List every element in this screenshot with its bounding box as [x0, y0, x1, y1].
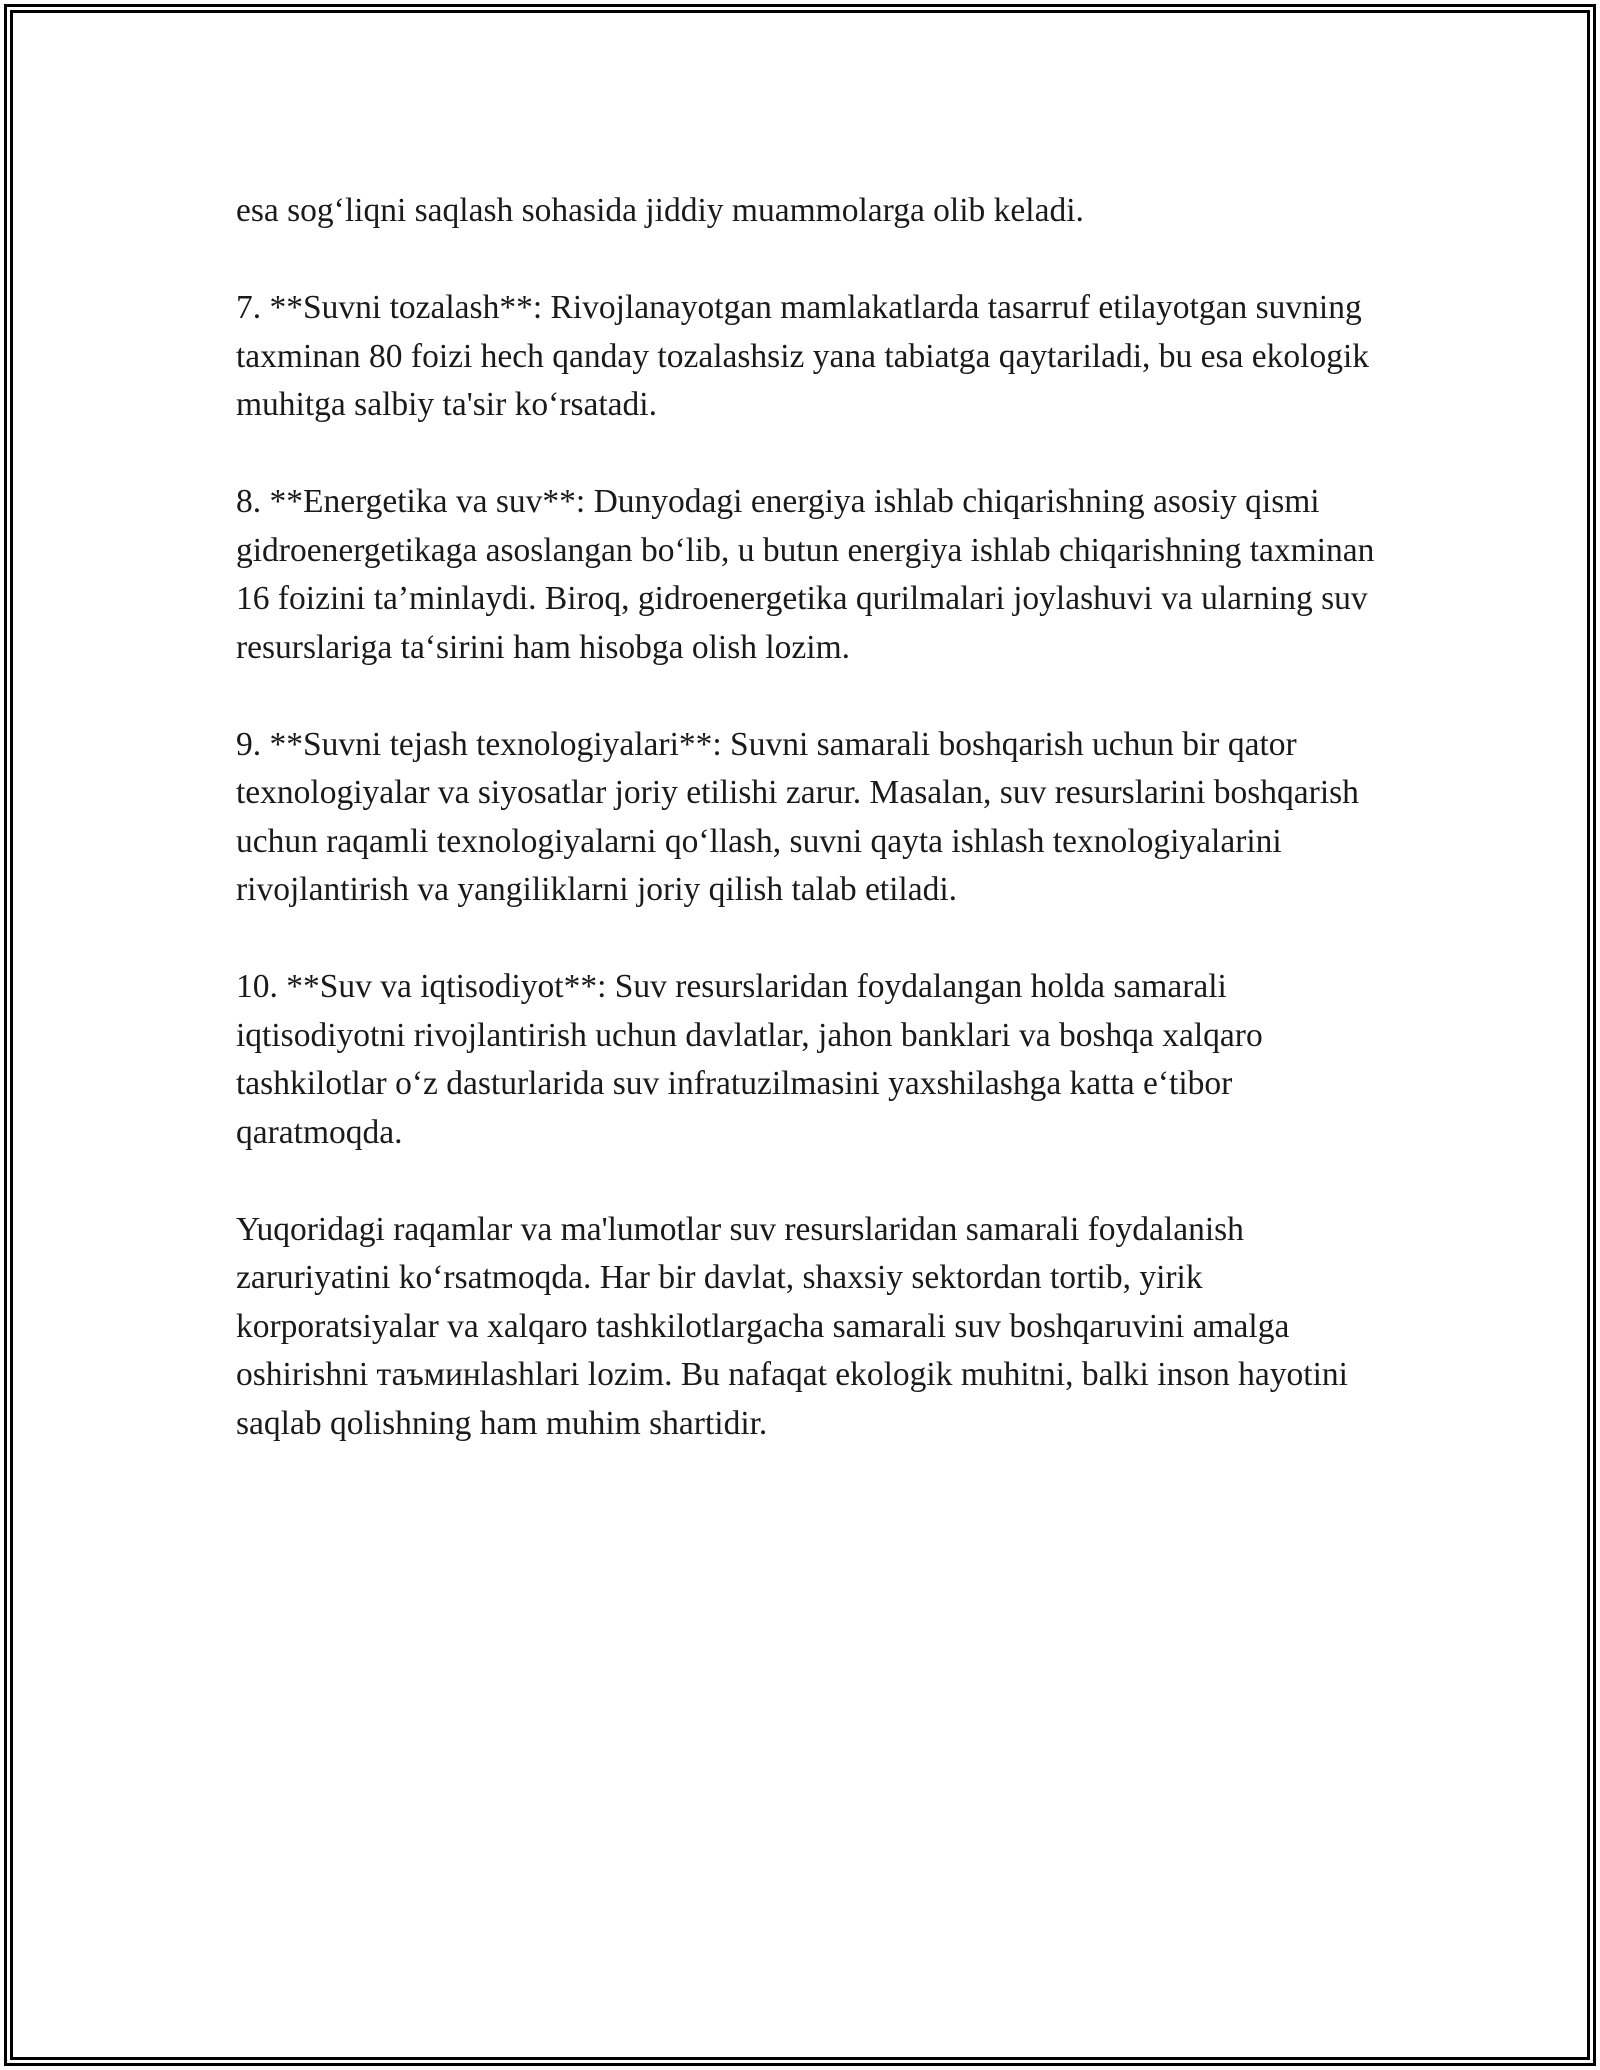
- paragraph-conclusion: Yuqoridagi raqamlar va ma'lumotlar suv resurslaridan samarali foydalanish zaruriyatini ko‘rsatmoqda. Har bir davlat, shaxsiy sektordan tortib, yirik korporatsiyalar va xalqaro tashkilotlargacha samarali suv boshqaruvini amalga oshirishni таъминlashlari lozim. Bu nafaqat ekologik muhitni, balki inson hayotini saqlab qolishning ham muhim shartidir.: [236, 1210, 1348, 1442]
- document-body: [236, 187, 1376, 1497]
- paragraph-continuation: esa sog‘liqni saqlash sohasida jiddiy muammolarga olib keladi.: [236, 192, 1084, 229]
- paragraph-item-7: 7. **Suvni tozalash**: Rivojlanayotgan mamlakatlarda tasarruf etilayotgan suvning taxminan 80 foizi hech qanday tozalashsiz yana tabiatga qaytariladi, bu esa ekologik muhitga salbiy ta'sir ko‘rsatadi.: [236, 289, 1370, 423]
- paragraph-item-9: 9. **Suvni tejash texnologiyalari**: Suvni samarali boshqarish uchun bir qator texnologiyalar va siyosatlar joriy etilishi zarur. Masalan, suv resurslarini boshqarish uchun raqamli texnologiyalarni qo‘llash, suvni qayta ishlash texnologiyalarini rivojlantirish va yangiliklarni joriy qilish talab etiladi.: [236, 725, 1359, 908]
- paragraph-item-10: 10. **Suv va iqtisodiyot**: Suv resurslaridan foydalangan holda samarali iqtisodiyotni rivojlantirish uchun davlatlar, jahon banklari va boshqa xalqaro tashkilotlar o‘z dasturlarida suv infratuzilmasini yaxshilashga katta e‘tibor qaratmoqda.: [236, 968, 1263, 1151]
- paragraph-item-8: 8. **Energetika va suv**: Dunyodagi energiya ishlab chiqarishning asosiy qismi gidroenergetikaga asoslangan bo‘lib, u butun energiya ishlab chiqarishning taxminan 16 foizini ta’minlaydi. Biroq, gidroenergetika qurilmalari joylashuvi va ularning suv resurslariga ta‘sirini ham hisobga olish lozim.: [236, 483, 1375, 666]
